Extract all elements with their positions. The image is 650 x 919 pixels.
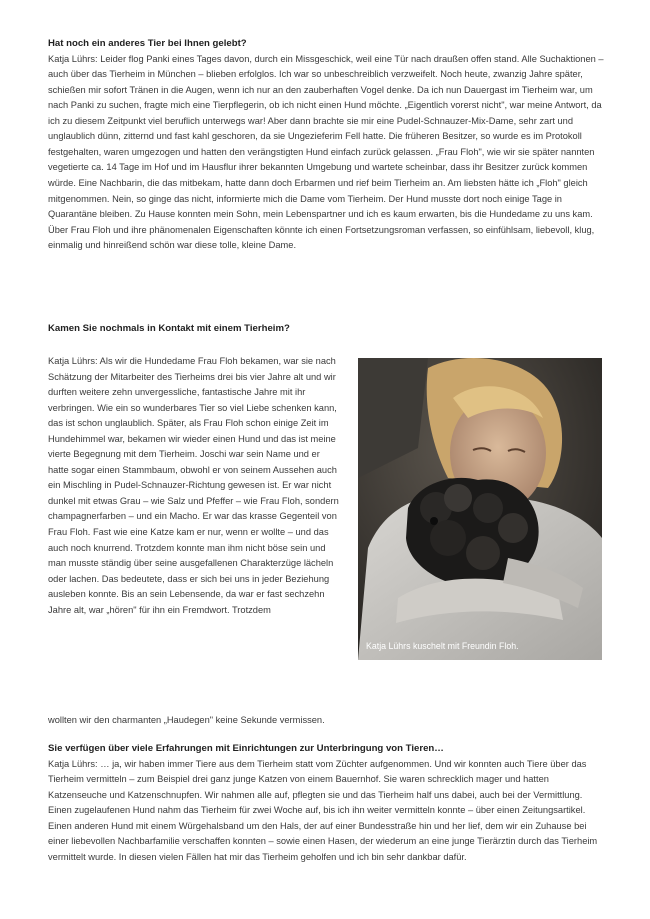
section-shelter-contact-tail — [48, 713, 604, 729]
answer-paragraph-end: wollten wir den charmanten „Haudegen" keine Sekunde vermissen. — [48, 715, 325, 725]
question-heading: Kamen Sie nochmals in Kontakt mit einem Tierheim? — [48, 323, 290, 334]
question-heading: Hat noch ein anderes Tier bei Ihnen gelebt? — [48, 38, 247, 49]
answer-paragraph: Katja Lührs: … ja, wir haben immer Tiere aus dem Tierheim statt vom Züchter aufgenommen. Und wir konnten auch Tiere über das Tierheim vermitteln – zum Beispiel drei ganz junge Katzen von einem Bauernhof. Sie waren schrecklich mager und hatten Katzenseuche und Katzenschnupfen. Wir nahmen alle auf, pflegten sie und das Tierheim half uns dabei, auch bei der Vermittlung. Einen zugelaufenen Hund nahm das Tierheim für zwei Woche auf, bis ich ihn weiter vermitteln konnte – über einen Zeitungsartikel. Einen anderen Hund mit einem Würgehalsband um den Hals, der auf einer Bundesstraße hin und her lief, dem wir ein Zuhause bei einer liebevollen Nachbarfamilie verschaffen konnten – sowie einen Hasen, der wiederum an eine junge Tierärztin durch das Tierheim vermittelt wurde. In diesen vielen Fällen hat mir das Tierheim geholfen und ich bin sehr dankbar dafür. — [48, 758, 598, 862]
answer-paragraph: Katja Lührs: Leider flog Panki eines Tages davon, durch ein Missgeschick, weil eine Tür nach draußen offen stand. Alle Suchaktionen – auch über das Tierheim in München – blieben erfolglos. Ich war so unbeschreiblich verzweifelt. Noch heute, zwanzig Jahre später, schießen mir sofort Tränen in die Augen, wenn ich nur an den zauberhaften Vogel denke. Da ich nun Dauergast im Tierheim war, um nach Panki zu suchen, fragte mich eine Tierpflegerin, ob ich nicht einen Hund möchte. „Eigentlich vorerst nicht", war meine Antwort, da ich zu diesem Zeitpunkt viel beruflich unterwegs war! Aber dann brachte sie mir eine Pudel-Schnauzer-Mix-Dame, sehr zart und unglaublich dünn, zitternd und fast kahl geschoren, da sie Ungezieferim Fell hatte. Die früheren Besitzer, so wurde es im Protokoll festgehalten, waren umgezogen und hatten den verängstigten Hund einfach zurück gelassen. „Frau Floh", wie wir sie später nannten vegetierte ca. 14 Tage im Hof und im Hausflur ihrer bekannten Umgebung und wartete scheinbar, dass ihr Besitzer zurück kommen würde. Eine Nachbarin, die das mitbekam, hatte dann doch Erbarmen und rief beim Tierheim an. Am liebsten hätte ich „Floh" gleich mitgenommen. Nein, so ginge das nicht, informierte mich die Dame vom Tierheim. Der Hund musste dort noch einige Tage in Quarantäne bleiben. Zu Hause konnten mein Sohn, mein Lebenspartner und ich es kaum erwarten, bis die Hundedame zu uns kam. Über Frau Floh und ihre phänomenalen Eigenschaften könnte ich einen Fortsetzungsroman verfassen, so einfühlsam, liebevoll, klug, einmalig und hinreißend schön war diese tolle, kleine Dame. — [48, 53, 604, 251]
photo-caption: Katja Lührs kuschelt mit Freundin Floh. — [366, 641, 519, 651]
section-experience — [48, 741, 604, 865]
section-pets — [48, 36, 604, 254]
article-photo — [358, 358, 602, 660]
answer-paragraph: Katja Lührs: Als wir die Hundedame Frau Floh bekamen, war sie nach Schätzung der Mitarbeiter des Tierheims drei bis vier Jahre alt und wir durften weitere zehn unvergessliche, fantastische Jahre mit ihr verbringen. Wie ein so wunderbares Tier so viel Liebe schenken kann, das ist schon unglaublich. Später, als Frau Floh schon einige Zeit im Hundehimmel war, bekamen wir wieder einen Hund und das ist meine vierte Begegnung mit dem Tierheim. Joschi war sein Name und er hatte sogar einen Stammbaum, obwohl er von seinem Aussehen auch ein Mischling in Pudel-Schnauzer-Richtung gewesen ist. Er war nicht dunkel mit etwas Grau – wie Salz und Pfeffer – wie Frau Floh, sondern champagnerfarben – und ein Macho. Er war das krasse Gegenteil von Frau Floh. Fast wie eine Katze kam er nur, wenn er wollte – und das auch noch knurrend. Trotzdem konnte man ihm nicht böse sein und man musste ständig über seine ausgefallenen Charakterzüge lächeln oder lachen. Das bedeutete, dass er sich bei uns in jeder Beziehung ausleben konnte. Bis an sein Lebensende, da war er fast sechzehn Jahre alt, war „hören" für ihn ein Fremdwort. Trotzdem — [48, 356, 339, 615]
question-heading: Sie verfügen über viele Erfahrungen mit Einrichtungen zur Unterbringung von Tieren… — [48, 743, 444, 754]
photo-woman-with-dog — [358, 358, 602, 660]
